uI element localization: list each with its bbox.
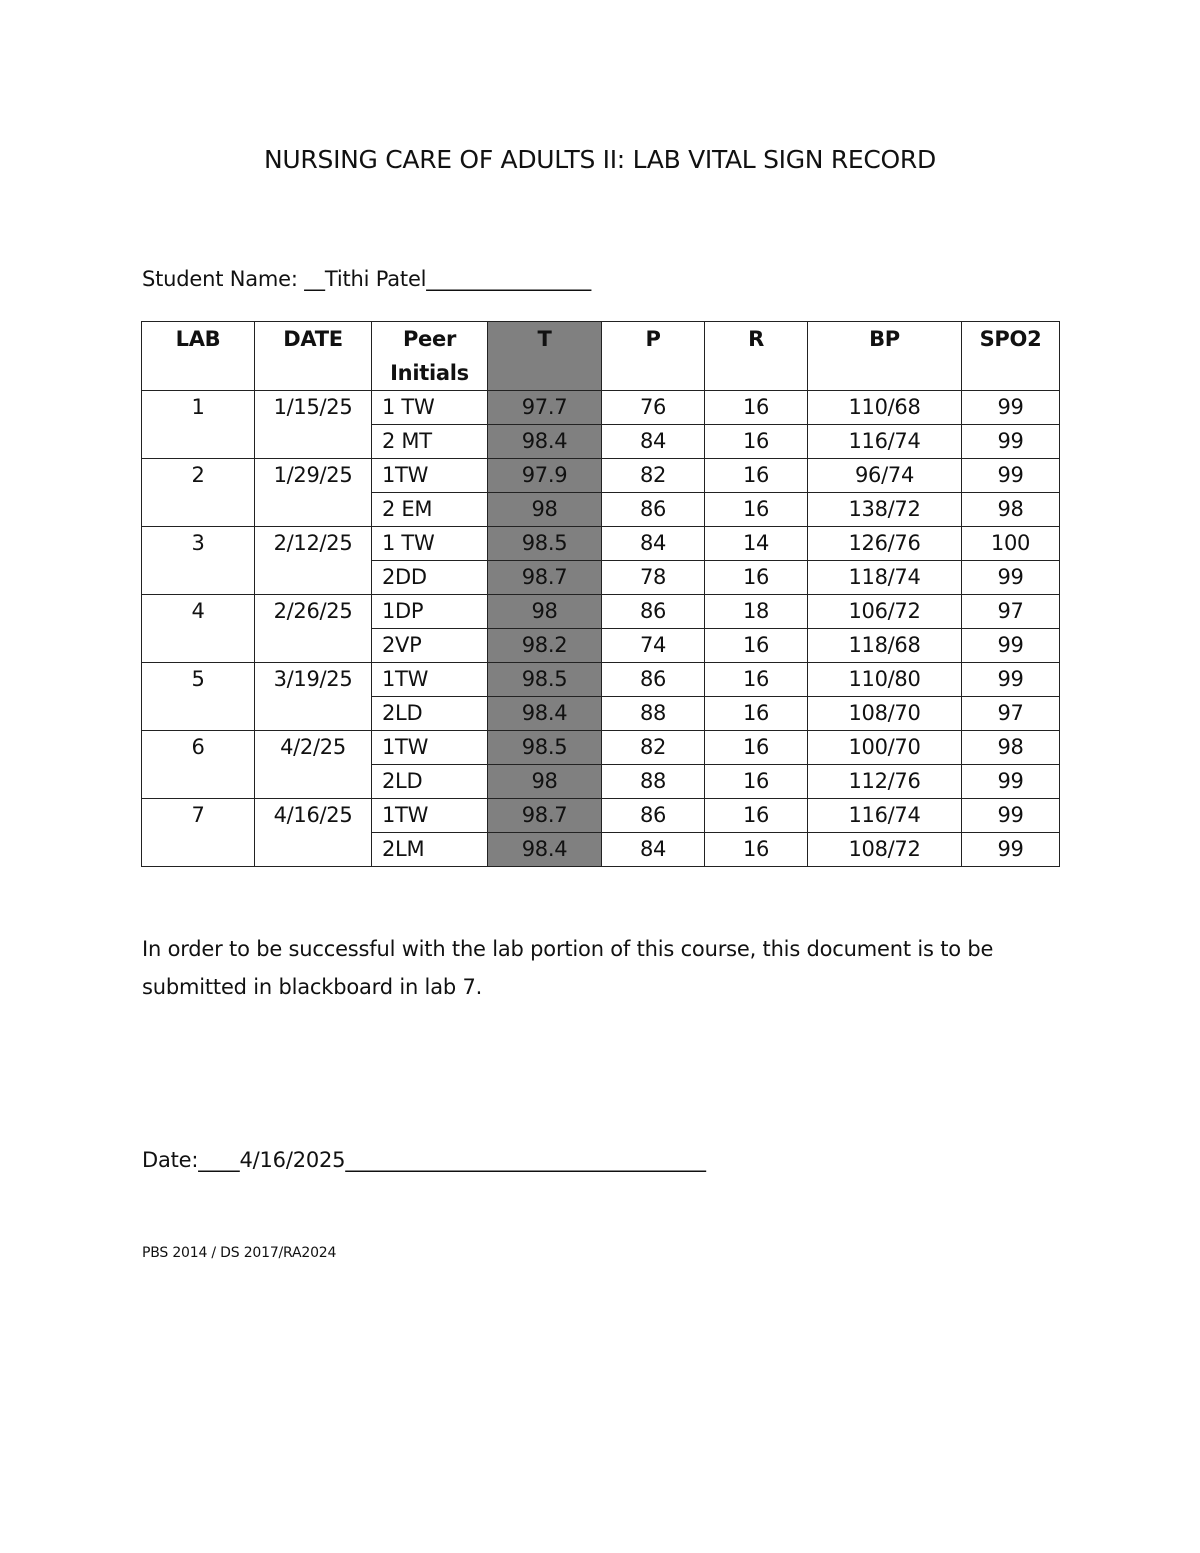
temperature-cell: 98 bbox=[488, 595, 602, 629]
spo2-cell: 99 bbox=[962, 391, 1060, 425]
respirations-cell: 16 bbox=[705, 799, 808, 833]
temperature-cell: 98 bbox=[488, 493, 602, 527]
spo2-cell: 99 bbox=[962, 629, 1060, 663]
lab-date-cell: 4/2/25 bbox=[255, 731, 372, 799]
respirations-cell: 16 bbox=[705, 663, 808, 697]
spo2-cell: 100 bbox=[962, 527, 1060, 561]
header-blood-pressure: BP bbox=[808, 322, 962, 391]
pulse-cell: 84 bbox=[602, 425, 705, 459]
pulse-cell: 78 bbox=[602, 561, 705, 595]
lab-number-cell: 7 bbox=[142, 799, 255, 867]
blood-pressure-cell: 126/76 bbox=[808, 527, 962, 561]
table-row bbox=[142, 527, 1060, 561]
table-row bbox=[142, 459, 1060, 493]
pulse-cell: 82 bbox=[602, 459, 705, 493]
peer-initials-cell: 1 TW bbox=[372, 527, 488, 561]
pulse-cell: 86 bbox=[602, 663, 705, 697]
respirations-cell: 14 bbox=[705, 527, 808, 561]
header-pulse: P bbox=[602, 322, 705, 391]
peer-initials-cell: 2LD bbox=[372, 765, 488, 799]
pulse-cell: 76 bbox=[602, 391, 705, 425]
temperature-cell: 98.7 bbox=[488, 561, 602, 595]
respirations-cell: 16 bbox=[705, 833, 808, 867]
respirations-cell: 16 bbox=[705, 731, 808, 765]
blood-pressure-cell: 116/74 bbox=[808, 799, 962, 833]
page-title: NURSING CARE OF ADULTS II: LAB VITAL SIGN RECORD bbox=[264, 145, 936, 174]
temperature-cell: 98.7 bbox=[488, 799, 602, 833]
peer-initials-cell: 1DP bbox=[372, 595, 488, 629]
spo2-cell: 98 bbox=[962, 731, 1060, 765]
header-spo2: SPO2 bbox=[962, 322, 1060, 391]
temperature-cell: 98.5 bbox=[488, 663, 602, 697]
blood-pressure-cell: 96/74 bbox=[808, 459, 962, 493]
table-row bbox=[142, 663, 1060, 697]
student-name-line: Student Name: __Tithi Patel________________ bbox=[142, 267, 592, 291]
respirations-cell: 16 bbox=[705, 629, 808, 663]
peer-initials-cell: 1TW bbox=[372, 731, 488, 765]
peer-initials-cell: 1TW bbox=[372, 799, 488, 833]
blood-pressure-cell: 100/70 bbox=[808, 731, 962, 765]
respirations-cell: 16 bbox=[705, 697, 808, 731]
pulse-cell: 84 bbox=[602, 833, 705, 867]
date-line: Date:____4/16/2025___________________________________ bbox=[142, 1148, 706, 1172]
blood-pressure-cell: 116/74 bbox=[808, 425, 962, 459]
vital-sign-table bbox=[141, 321, 1060, 867]
pulse-cell: 74 bbox=[602, 629, 705, 663]
temperature-cell: 98.5 bbox=[488, 731, 602, 765]
temperature-cell: 98 bbox=[488, 765, 602, 799]
pulse-cell: 86 bbox=[602, 799, 705, 833]
blood-pressure-cell: 118/68 bbox=[808, 629, 962, 663]
header-date: DATE bbox=[255, 322, 372, 391]
table-header-row bbox=[142, 322, 1060, 391]
temperature-cell: 97.7 bbox=[488, 391, 602, 425]
table-row bbox=[142, 595, 1060, 629]
temperature-cell: 98.4 bbox=[488, 833, 602, 867]
blood-pressure-cell: 138/72 bbox=[808, 493, 962, 527]
lab-date-cell: 1/15/25 bbox=[255, 391, 372, 459]
spo2-cell: 99 bbox=[962, 561, 1060, 595]
temperature-cell: 98.2 bbox=[488, 629, 602, 663]
header-peer-initials: Peer Initials bbox=[372, 322, 488, 391]
blood-pressure-cell: 108/70 bbox=[808, 697, 962, 731]
respirations-cell: 16 bbox=[705, 391, 808, 425]
blood-pressure-cell: 108/72 bbox=[808, 833, 962, 867]
pulse-cell: 88 bbox=[602, 697, 705, 731]
spo2-cell: 99 bbox=[962, 799, 1060, 833]
spo2-cell: 99 bbox=[962, 459, 1060, 493]
lab-number-cell: 3 bbox=[142, 527, 255, 595]
lab-date-cell: 1/29/25 bbox=[255, 459, 372, 527]
spo2-cell: 97 bbox=[962, 697, 1060, 731]
blood-pressure-cell: 110/68 bbox=[808, 391, 962, 425]
spo2-cell: 98 bbox=[962, 493, 1060, 527]
header-respirations: R bbox=[705, 322, 808, 391]
lab-number-cell: 4 bbox=[142, 595, 255, 663]
lab-number-cell: 2 bbox=[142, 459, 255, 527]
lab-number-cell: 1 bbox=[142, 391, 255, 459]
spo2-cell: 99 bbox=[962, 425, 1060, 459]
peer-initials-cell: 2 MT bbox=[372, 425, 488, 459]
lab-number-cell: 6 bbox=[142, 731, 255, 799]
temperature-cell: 97.9 bbox=[488, 459, 602, 493]
respirations-cell: 16 bbox=[705, 425, 808, 459]
peer-initials-cell: 2 EM bbox=[372, 493, 488, 527]
peer-initials-cell: 1TW bbox=[372, 663, 488, 697]
table-row bbox=[142, 799, 1060, 833]
spo2-cell: 99 bbox=[962, 663, 1060, 697]
peer-initials-cell: 2VP bbox=[372, 629, 488, 663]
temperature-cell: 98.4 bbox=[488, 425, 602, 459]
table-row bbox=[142, 731, 1060, 765]
table-body bbox=[142, 391, 1060, 867]
submission-note: In order to be successful with the lab portion of this course, this document is to be submitted in blackboard in lab 7. bbox=[142, 937, 994, 999]
lab-date-cell: 2/26/25 bbox=[255, 595, 372, 663]
respirations-cell: 16 bbox=[705, 459, 808, 493]
lab-date-cell: 2/12/25 bbox=[255, 527, 372, 595]
blood-pressure-cell: 112/76 bbox=[808, 765, 962, 799]
temperature-cell: 98.5 bbox=[488, 527, 602, 561]
peer-initials-cell: 1 TW bbox=[372, 391, 488, 425]
lab-date-cell: 4/16/25 bbox=[255, 799, 372, 867]
spo2-cell: 99 bbox=[962, 833, 1060, 867]
spo2-cell: 99 bbox=[962, 765, 1060, 799]
table-row bbox=[142, 391, 1060, 425]
peer-initials-cell: 1TW bbox=[372, 459, 488, 493]
blood-pressure-cell: 110/80 bbox=[808, 663, 962, 697]
lab-date-cell: 3/19/25 bbox=[255, 663, 372, 731]
respirations-cell: 16 bbox=[705, 765, 808, 799]
pulse-cell: 82 bbox=[602, 731, 705, 765]
pulse-cell: 88 bbox=[602, 765, 705, 799]
spo2-cell: 97 bbox=[962, 595, 1060, 629]
footer-code: PBS 2014 / DS 2017/RA2024 bbox=[142, 1245, 337, 1261]
peer-initials-cell: 2DD bbox=[372, 561, 488, 595]
header-lab: LAB bbox=[142, 322, 255, 391]
header-temperature: T bbox=[488, 322, 602, 391]
blood-pressure-cell: 106/72 bbox=[808, 595, 962, 629]
lab-number-cell: 5 bbox=[142, 663, 255, 731]
pulse-cell: 86 bbox=[602, 493, 705, 527]
peer-initials-cell: 2LD bbox=[372, 697, 488, 731]
respirations-cell: 16 bbox=[705, 493, 808, 527]
respirations-cell: 16 bbox=[705, 561, 808, 595]
peer-initials-cell: 2LM bbox=[372, 833, 488, 867]
respirations-cell: 18 bbox=[705, 595, 808, 629]
blood-pressure-cell: 118/74 bbox=[808, 561, 962, 595]
pulse-cell: 86 bbox=[602, 595, 705, 629]
temperature-cell: 98.4 bbox=[488, 697, 602, 731]
pulse-cell: 84 bbox=[602, 527, 705, 561]
